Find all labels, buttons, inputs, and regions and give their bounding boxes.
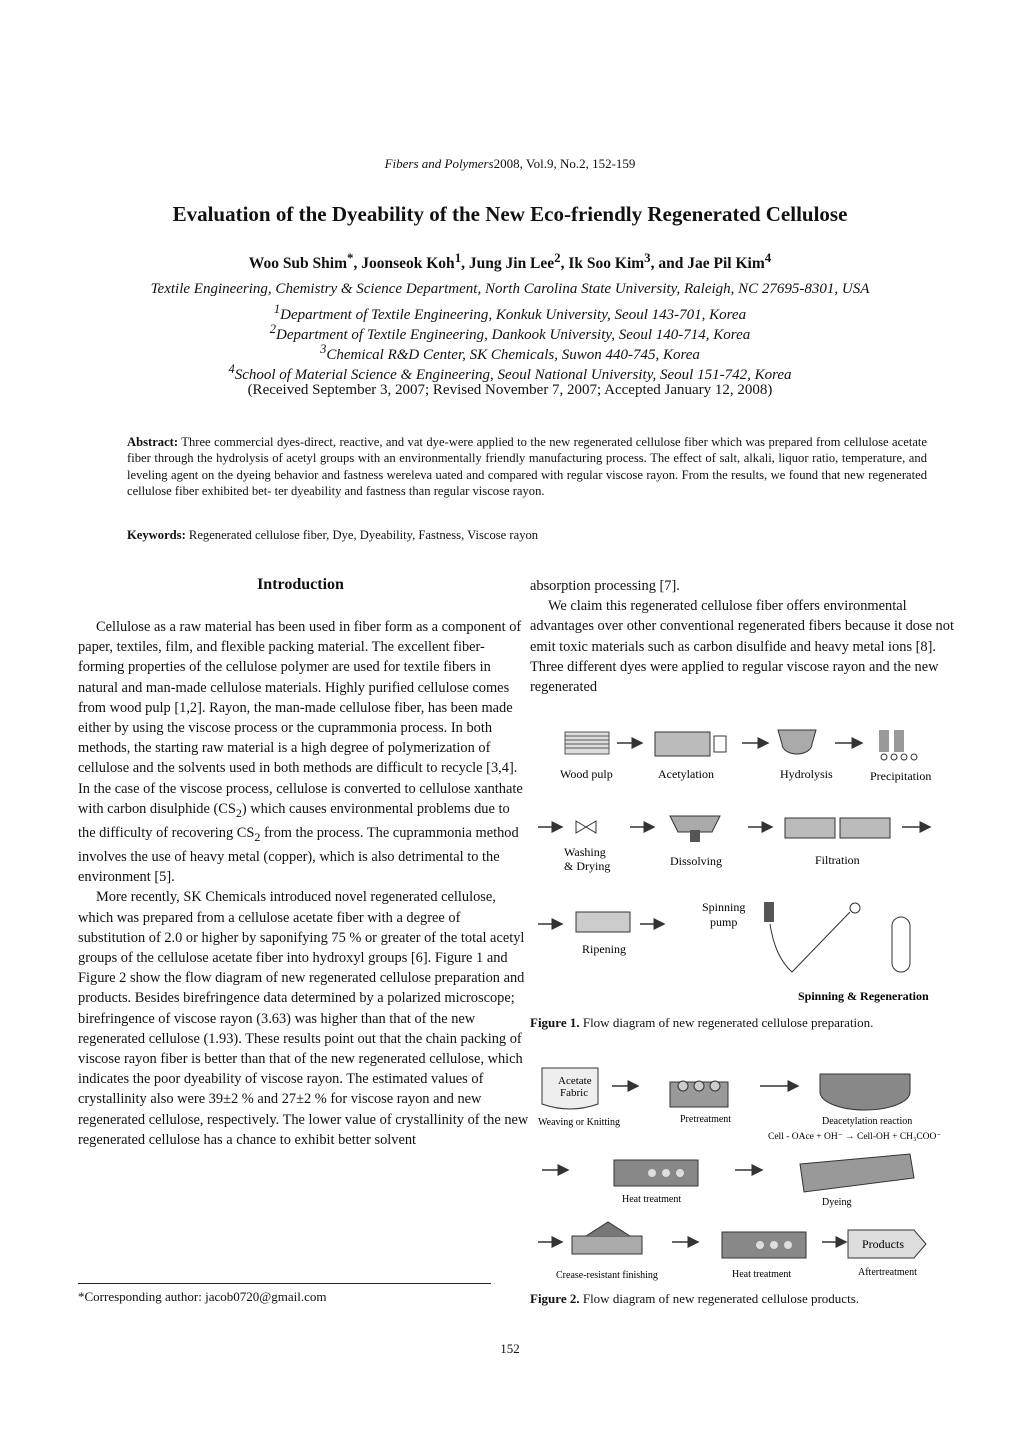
- author-list: [0, 250, 1020, 273]
- section-heading: Introduction: [257, 576, 344, 593]
- heat-treatment-icon: [614, 1160, 698, 1186]
- paragraph: More recently, SK Chemicals introduced novel regenerated cellulose, which was prepared from a cellulose acetate fiber with a degree of substitution of 2.0 or higher by saponifying 75 % or greater of the total acetyl groups of the cellulose acetate fiber into hydroxyl groups [6]. Figure 1 and Figure 2 show the flow diagram of new regenerated cellulose preparation and products. Besides birefringence data determined by a polarized microscope; birefringence of viscose rayon (3.63) was higher than that of the new regenerated cellulose (1.93). These results point out that the chain packing of viscose rayon fiber is better than that of the new regenerated cellulose, which indicates the poor dyeability of viscose rayon. The estimated values of crystallinity also were 39±2 % and 27±2 % for viscose rayon and new regenerated cellulose, respectively. The lower value of crystallinity of the new regenerated cellulose has a chance to exhibit better solvent: [78, 889, 529, 1148]
- abstract-text: Three commercial dyes-direct, reactive, and vat dye-were applied to the new regenerated cellulose fiber which was prepared from cellulose acetate fiber through the hydrolysis of acetyl groups with an environmentally friendly manufacturing process. The effect of salt, alkali, liquor ratio, temperature, and leveling agent on the dyeing behavior and fastness wereleva uated and compared with regular viscose rayon. From the results, we found that new regenerated cellulose fiber exhibited bet- ter dyeability and fastness than regular viscose rayon.: [127, 435, 928, 498]
- affiliation-text: Department of Textile Engineering, Dankook University, Seoul 140-714, Korea: [276, 327, 751, 343]
- label-crease: Crease-resistant finishing: [556, 1270, 658, 1281]
- affiliation-mark: 1: [273, 302, 281, 316]
- label-filtration: Filtration: [815, 853, 860, 867]
- dissolving-icon: [670, 816, 720, 842]
- journal-header: [0, 156, 1020, 172]
- label-heat-treatment-2: Heat treatment: [732, 1269, 792, 1280]
- author-mark: 4: [764, 250, 772, 265]
- affiliation-mark: 2: [269, 322, 276, 336]
- label-wood-pulp: Wood pulp: [560, 767, 613, 781]
- label-acetylation: Acetylation: [658, 767, 714, 781]
- author-name: , and Jae Pil Kim: [650, 255, 765, 273]
- dyeing-icon: [800, 1154, 914, 1192]
- label-spinning-regeneration: Spinning & Regeneration: [798, 989, 929, 1003]
- paragraph: [78, 617, 530, 887]
- label-aftertreatment: Aftertreatment: [858, 1267, 917, 1278]
- affiliation-mark: 4: [228, 362, 235, 376]
- label-heat-treatment: Heat treatment: [622, 1194, 682, 1205]
- washing-icon: [576, 821, 596, 833]
- affiliation-text: Department of Textile Engineering, Konkuk University, Seoul 143-701, Korea: [280, 307, 747, 323]
- keywords-text: Regenerated cellulose fiber, Dye, Dyeability, Fastness, Viscose rayon: [188, 528, 539, 542]
- acetylation-icon: [655, 732, 726, 756]
- subscript: 2: [235, 805, 242, 820]
- affiliation-text: Chemical R&D Center, SK Chemicals, Suwon 440-745, Korea: [326, 347, 700, 363]
- pretreatment-icon: [670, 1081, 728, 1107]
- deacetylation-icon: [820, 1074, 910, 1110]
- author-mark: 1: [454, 250, 462, 265]
- affiliation: [0, 322, 1020, 344]
- affiliation: [0, 362, 1020, 384]
- column-left: [78, 617, 530, 1150]
- author-name: Woo Sub Shim: [248, 255, 348, 273]
- caption-label: Figure 2.: [530, 1291, 580, 1306]
- label-reaction: Cell - OAce + OH⁻ → Cell-OH + CH₃COO⁻: [768, 1132, 942, 1142]
- author-name: , Joonseok Koh: [353, 255, 455, 273]
- label-spinning: Spinning: [702, 900, 746, 914]
- figure-1-diagram: [530, 712, 960, 1008]
- text-run: from the process. The cuprammonia method involves the use of heavy metal (copper), which is also detrimental to the environment [5].: [78, 824, 519, 886]
- caption-text: Flow diagram of new regenerated cellulose products.: [579, 1291, 859, 1306]
- label-washing: Washing: [564, 845, 606, 859]
- author-mark: *: [347, 250, 354, 265]
- label-deacetylation: Deacetylation reaction: [822, 1116, 913, 1127]
- spinning-icon: [764, 902, 910, 972]
- label-weaving: Weaving or Knitting: [538, 1117, 620, 1128]
- abstract: [127, 434, 927, 499]
- affiliation: [0, 302, 1020, 324]
- caption-label: Figure 1.: [530, 1015, 580, 1030]
- text-run: ) which causes environmental problems due to the difficulty of recovering CS: [78, 800, 510, 841]
- affiliation: Textile Engineering, Chemistry & Science Department, North Carolina State University, Raleigh, NC 27695-8301, USA: [150, 281, 870, 297]
- figure-2-diagram: [530, 1052, 960, 1286]
- label-precipitation: Precipitation: [870, 769, 932, 783]
- journal-name: Fibers and Polymers: [384, 156, 494, 171]
- label-dyeing: Dyeing: [822, 1197, 852, 1208]
- footnote-rule: [78, 1283, 491, 1284]
- affiliation: [0, 342, 1020, 364]
- keywords: [127, 528, 927, 543]
- label-ripening: Ripening: [582, 942, 626, 956]
- hydrolysis-icon: [778, 730, 816, 754]
- wood-pulp-icon: [565, 732, 609, 754]
- footnote: *Corresponding author: jacob0720@gmail.com: [78, 1289, 327, 1304]
- author-name: , Jung Jin Lee: [461, 255, 555, 273]
- precipitation-icon: [879, 730, 917, 760]
- figure-2-caption: [530, 1291, 859, 1307]
- label-fabric: Fabric: [560, 1087, 589, 1099]
- paper-title: Evaluation of the Dyeability of the New Eco-friendly Regenerated Cellulose: [172, 202, 848, 226]
- affiliation-mark: 3: [320, 342, 327, 356]
- subscript: 2: [254, 829, 261, 844]
- label-drying: & Drying: [564, 859, 611, 873]
- crease-resistant-icon: [572, 1222, 642, 1254]
- author-mark: 3: [644, 250, 651, 265]
- abstract-label: Abstract:: [127, 435, 179, 449]
- caption-text: Flow diagram of new regenerated cellulose preparation.: [579, 1015, 874, 1030]
- heat-treatment-icon: [722, 1232, 806, 1258]
- paragraph: We claim this regenerated cellulose fiber offers environmental advantages over other conventional regenerated fibers because it dose not emit toxic materials such as carbon disulfide and heavy metal ions [8]. Three different dyes were applied to regular viscose rayon and the new regenerated: [530, 598, 954, 696]
- label-products: Products: [862, 1237, 904, 1251]
- journal-info: 2008, Vol.9, No.2, 152-159: [493, 156, 636, 171]
- text-run: Cellulose as a raw material has been used in fiber form as a component of paper, textiles, film, and flexible packing material. The excellent fiber-forming properties of the cellulose polymer are used for textile fibers in natural and man-made cellulose materials. Highly purified cellulose comes from wood pulp [1,2]. Rayon, the man-made cellulose fiber, has been made either by using the viscose process or the cuprammonia process. In both methods, the starting raw material is a high degree of polymerization of cellulose and the solvents used in both methods are difficult to recycle [3,4]. In the case of the viscose process, cellulose is converted to cellulose xanthate with carbon disulphide (CS: [78, 619, 523, 817]
- page-number: 152: [500, 1341, 520, 1356]
- paragraph: absorption processing [7].: [530, 578, 680, 594]
- label-hydrolysis: Hydrolysis: [780, 767, 833, 781]
- ripening-icon: [576, 912, 630, 932]
- affiliation-text: School of Material Science & Engineering, Seoul National University, Seoul 151-742, Korea: [234, 367, 792, 383]
- keywords-label: Keywords:: [127, 528, 186, 542]
- author-mark: 2: [554, 250, 561, 265]
- filtration-icon: [785, 818, 890, 838]
- received-dates: (Received September 3, 2007; Revised November 7, 2007; Accepted January 12, 2008): [247, 382, 773, 398]
- label-pretreatment: Pretreatment: [680, 1114, 732, 1125]
- label-acetate: Acetate: [558, 1075, 592, 1087]
- figure-1-caption: [530, 1015, 873, 1031]
- label-dissolving: Dissolving: [670, 854, 723, 868]
- label-pump: pump: [710, 915, 738, 929]
- author-name: , Ik Soo Kim: [560, 255, 645, 273]
- column-right: [530, 576, 960, 697]
